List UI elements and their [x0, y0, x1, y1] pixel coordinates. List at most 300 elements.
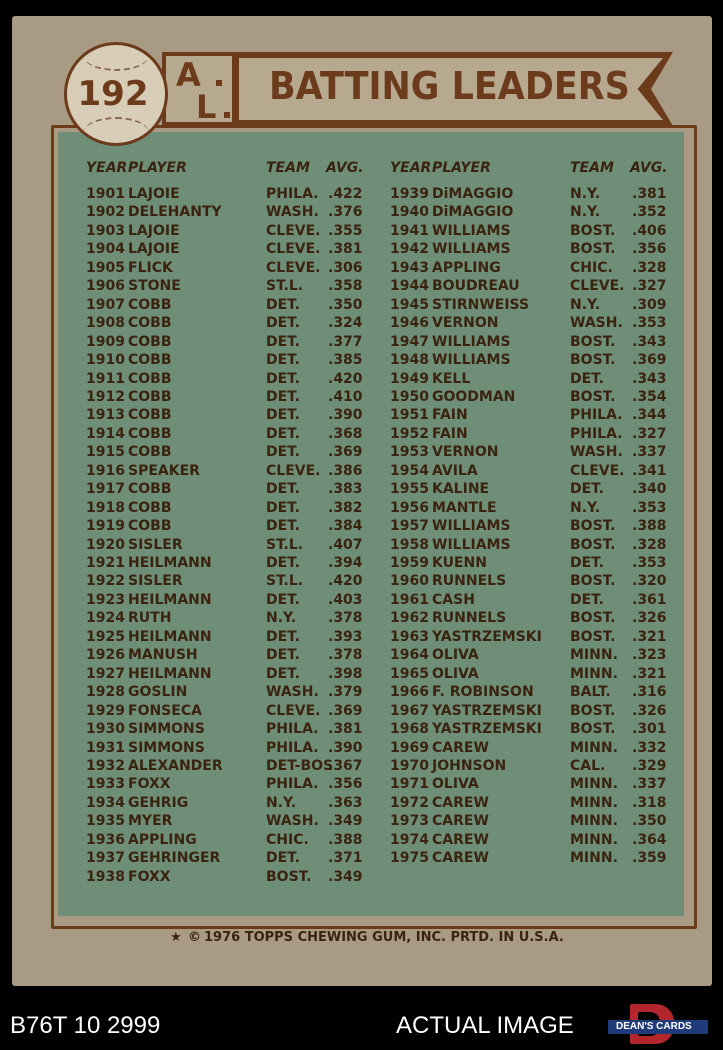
stat-team: PHILA. [570, 407, 623, 424]
stat-player: DiMAGGIO [432, 186, 514, 202]
stat-year: 1902 [86, 204, 125, 221]
stat-player: MYER [128, 813, 173, 830]
stat-avg: .354 [632, 388, 667, 405]
stat-team: CLEVE. [266, 222, 321, 239]
stat-year: 1956 [390, 499, 429, 516]
card-number: 192 [77, 74, 149, 114]
stat-player: SIMMONS [128, 739, 205, 756]
stat-year: 1963 [390, 628, 429, 645]
stat-year: 1961 [390, 591, 429, 608]
star-icon: ★ [170, 930, 182, 945]
header-player-left: PLAYER [128, 160, 187, 176]
stat-avg: .410 [328, 388, 363, 405]
stat-avg: .328 [632, 536, 667, 553]
stat-team: CLEVE. [266, 462, 321, 479]
stat-player: LAJOIE [128, 241, 180, 258]
stat-year: 1951 [390, 407, 429, 424]
stat-avg: .363 [328, 794, 363, 811]
stat-team: MINN. [570, 647, 618, 664]
stat-avg: .386 [328, 462, 363, 479]
stat-team: MINN. [570, 831, 618, 848]
inventory-code: B76T 10 2999 [10, 1012, 161, 1039]
stat-year: 1966 [390, 684, 429, 701]
stat-year: 1904 [86, 241, 125, 258]
stat-year: 1959 [390, 555, 429, 571]
stat-player: HEILMANN [128, 628, 212, 645]
stat-year: 1968 [390, 721, 429, 738]
stat-team: DET. [266, 370, 300, 387]
stat-team: BOST. [570, 610, 616, 627]
stat-year: 1905 [86, 259, 125, 276]
stat-player: KALINE [432, 481, 490, 498]
stat-avg: .368 [328, 425, 363, 442]
stat-avg: .369 [632, 352, 667, 369]
stat-team: CHIC. [570, 259, 613, 276]
stat-avg: .381 [328, 721, 363, 738]
title-banner [233, 52, 707, 126]
stat-player: VERNON [432, 444, 499, 461]
stat-avg: .337 [632, 776, 667, 793]
stat-avg: .398 [328, 665, 363, 682]
stat-year: 1903 [86, 222, 125, 239]
stat-avg: .306 [328, 259, 363, 276]
stat-year: 1909 [86, 333, 125, 350]
stat-avg: .324 [328, 315, 363, 332]
stat-avg: .364 [632, 831, 667, 848]
stat-year: 1953 [390, 444, 429, 461]
stat-year: 1950 [390, 388, 429, 405]
stat-avg: .394 [328, 555, 363, 571]
stat-player: SISLER [128, 536, 183, 553]
stat-avg: .320 [632, 573, 667, 590]
stat-team: BOST. [570, 241, 616, 258]
header-avg-right: AVG. [630, 160, 668, 176]
stat-player: CAREW [432, 739, 489, 756]
league-dot [216, 80, 222, 86]
stat-team: WASH. [570, 315, 623, 332]
stat-team: BOST. [570, 222, 616, 239]
stat-player: CASH [432, 591, 475, 608]
stat-player: CAREW [432, 794, 489, 811]
stat-player: WILLIAMS [432, 352, 511, 369]
stat-team: CLEVE. [266, 259, 321, 276]
card-title: BATTING LEADERS [269, 64, 630, 108]
stat-player: ALEXANDER [128, 757, 223, 774]
stat-year: 1960 [390, 573, 429, 590]
stat-player: OLIVA [432, 665, 479, 682]
stat-year: 1937 [86, 850, 125, 867]
stat-team: BOST. [570, 536, 616, 553]
stat-player: OLIVA [432, 776, 479, 793]
stat-avg: .318 [632, 794, 667, 811]
stat-team: CAL. [570, 757, 606, 774]
stat-player: JOHNSON [432, 757, 507, 774]
stat-player: DiMAGGIO [432, 204, 514, 221]
stat-avg: .422 [328, 186, 363, 202]
stat-player: GEHRIG [128, 794, 189, 811]
stat-player: COBB [128, 518, 172, 535]
stat-avg: .388 [328, 831, 363, 848]
stat-player: HEILMANN [128, 591, 212, 608]
stat-team: MINN. [570, 850, 618, 867]
stat-player: HEILMANN [128, 555, 212, 571]
stat-year: 1971 [390, 776, 429, 793]
stat-team: DET. [266, 555, 300, 571]
stat-team: BOST. [570, 388, 616, 405]
stat-avg: .390 [328, 407, 363, 424]
stat-player: LAJOIE [128, 222, 180, 239]
stat-player: MANTLE [432, 499, 497, 516]
stat-player: BOUDREAU [432, 278, 520, 295]
header-avg-left: AVG. [326, 160, 364, 176]
stat-avg: .420 [328, 370, 363, 387]
stat-avg: .369 [328, 702, 363, 719]
stat-team: DET. [266, 333, 300, 350]
stat-team: DET. [266, 388, 300, 405]
stat-avg: .353 [632, 499, 667, 516]
stat-avg: .353 [632, 555, 667, 571]
stat-avg: .359 [632, 850, 667, 867]
stat-year: 1914 [86, 425, 125, 442]
stat-avg: .321 [632, 665, 667, 682]
stat-year: 1957 [390, 518, 429, 535]
stat-avg: .337 [632, 444, 667, 461]
stat-year: 1967 [390, 702, 429, 719]
stat-avg: .390 [328, 739, 363, 756]
stat-year: 1948 [390, 352, 429, 369]
stat-team: DET. [266, 628, 300, 645]
stat-player: YASTRZEMSKI [432, 721, 542, 738]
stat-player: COBB [128, 352, 172, 369]
stat-year: 1975 [390, 850, 429, 867]
stat-avg: .328 [632, 259, 667, 276]
stat-team: DET. [266, 499, 300, 516]
stat-team: DET. [266, 518, 300, 535]
stat-year: 1946 [390, 315, 429, 332]
stat-team: DET. [266, 647, 300, 664]
stat-avg: .406 [632, 222, 667, 239]
stat-avg: .378 [328, 647, 363, 664]
header-year-left: YEAR [86, 160, 128, 176]
stat-year: 1923 [86, 591, 125, 608]
stat-player: FOXX [128, 776, 171, 793]
stat-player: SIMMONS [128, 721, 205, 738]
stat-player: COBB [128, 407, 172, 424]
stat-avg: .326 [632, 702, 667, 719]
stat-team: WASH. [266, 204, 319, 221]
stat-avg: .384 [328, 518, 363, 535]
league-letter-a: A [176, 56, 201, 94]
stat-team: BOST. [570, 518, 616, 535]
stat-year: 1932 [86, 757, 125, 774]
stat-player: COBB [128, 481, 172, 498]
stat-team: DET. [266, 850, 300, 867]
stat-player: YASTRZEMSKI [432, 628, 542, 645]
stat-avg: .361 [632, 591, 667, 608]
stat-avg: .355 [328, 222, 363, 239]
stat-player: HEILMANN [128, 665, 212, 682]
stat-year: 1954 [390, 462, 429, 479]
stat-team: BOST. [570, 721, 616, 738]
stat-avg: .340 [632, 481, 667, 498]
stat-team: CLEVE. [570, 278, 625, 295]
stat-player: WILLIAMS [432, 518, 511, 535]
stat-team: BOST. [266, 868, 312, 885]
stat-year: 1938 [86, 868, 125, 885]
stat-player: RUNNELS [432, 610, 507, 627]
stat-team: MINN. [570, 739, 618, 756]
stat-player: WILLIAMS [432, 333, 511, 350]
stat-avg: .327 [632, 278, 667, 295]
stat-player: COBB [128, 388, 172, 405]
stat-player: SISLER [128, 573, 183, 590]
stat-year: 1908 [86, 315, 125, 332]
stat-avg: .356 [328, 776, 363, 793]
stat-team: DET. [570, 555, 604, 571]
stat-year: 1919 [86, 518, 125, 535]
header-team-right: TEAM [570, 160, 614, 176]
stat-year: 1929 [86, 702, 125, 719]
stat-player: COBB [128, 370, 172, 387]
stat-avg: .349 [328, 813, 363, 830]
stat-avg: .327 [632, 425, 667, 442]
stat-player: FOXX [128, 868, 171, 885]
stat-player: FAIN [432, 425, 468, 442]
stat-year: 1969 [390, 739, 429, 756]
stat-avg: .393 [328, 628, 363, 645]
stat-player: COBB [128, 444, 172, 461]
stat-team: ST.L. [266, 536, 304, 553]
stat-year: 1958 [390, 536, 429, 553]
stat-year: 1974 [390, 831, 429, 848]
stat-player: COBB [128, 296, 172, 313]
stat-year: 1933 [86, 776, 125, 793]
stat-year: 1910 [86, 352, 125, 369]
stat-avg: .358 [328, 278, 363, 295]
stat-avg: .321 [632, 628, 667, 645]
stat-player: MANUSH [128, 647, 198, 664]
stat-team: ST.L. [266, 573, 304, 590]
stat-avg: .329 [632, 757, 667, 774]
stat-avg: .356 [632, 241, 667, 258]
stat-year: 1942 [390, 241, 429, 258]
stat-year: 1940 [390, 204, 429, 221]
stat-avg: .316 [632, 684, 667, 701]
copyright-icon: © [188, 930, 201, 945]
stat-avg: .323 [632, 647, 667, 664]
stat-year: 1945 [390, 296, 429, 313]
deans-cards-logo [608, 1004, 708, 1044]
stat-avg: .383 [328, 481, 363, 498]
stat-avg: .367 [328, 757, 363, 774]
stat-player: COBB [128, 499, 172, 516]
stat-team: MINN. [570, 813, 618, 830]
stat-team: PHILA. [266, 186, 319, 202]
stat-year: 1952 [390, 425, 429, 442]
stat-avg: .381 [328, 241, 363, 258]
stat-team: N.Y. [570, 186, 601, 202]
stat-team: MINN. [570, 665, 618, 682]
stat-team: N.Y. [266, 794, 297, 811]
stat-avg: .326 [632, 610, 667, 627]
stat-year: 1922 [86, 573, 125, 590]
stat-team: PHILA. [266, 776, 319, 793]
stat-year: 1920 [86, 536, 125, 553]
stat-player: WILLIAMS [432, 241, 511, 258]
stat-year: 1949 [390, 370, 429, 387]
stat-team: DET. [570, 481, 604, 498]
stat-player: CAREW [432, 813, 489, 830]
stat-team: PHILA. [266, 739, 319, 756]
stat-year: 1925 [86, 628, 125, 645]
copyright-text: 1976 TOPPS CHEWING GUM, INC. PRTD. IN U.S.A. [204, 930, 564, 945]
stat-player: APPLING [432, 259, 501, 276]
stat-team: DET. [570, 591, 604, 608]
stat-avg: .309 [632, 296, 667, 313]
stat-year: 1906 [86, 278, 125, 295]
stat-year: 1928 [86, 684, 125, 701]
stat-avg: .343 [632, 370, 667, 387]
stat-year: 1926 [86, 647, 125, 664]
stat-player: STIRNWEISS [432, 296, 530, 313]
stat-team: N.Y. [570, 499, 601, 516]
stat-player: CAREW [432, 831, 489, 848]
stat-player: LAJOIE [128, 186, 180, 202]
stat-avg: .332 [632, 739, 667, 756]
header-team-left: TEAM [266, 160, 310, 176]
stat-player: GEHRINGER [128, 850, 221, 867]
stat-team: N.Y. [570, 204, 601, 221]
stat-player: STONE [128, 278, 181, 295]
stat-player: COBB [128, 333, 172, 350]
stat-year: 1912 [86, 388, 125, 405]
actual-image-label: ACTUAL IMAGE [396, 1012, 574, 1039]
stat-team: BALT. [570, 684, 611, 701]
stat-team: PHILA. [570, 425, 623, 442]
stat-player: RUTH [128, 610, 172, 627]
stat-year: 1917 [86, 481, 125, 498]
stat-team: BOST. [570, 333, 616, 350]
stat-year: 1962 [390, 610, 429, 627]
stat-team: BOST. [570, 702, 616, 719]
stat-year: 1930 [86, 721, 125, 738]
stat-player: WILLIAMS [432, 536, 511, 553]
stat-avg: .378 [328, 610, 363, 627]
stat-avg: .349 [328, 868, 363, 885]
stat-player: APPLING [128, 831, 197, 848]
stat-team: CHIC. [266, 831, 309, 848]
stat-year: 1921 [86, 555, 125, 571]
stat-year: 1970 [390, 757, 429, 774]
stat-team: DET. [266, 296, 300, 313]
stat-year: 1911 [86, 370, 125, 387]
stat-avg: .352 [632, 204, 667, 221]
stat-year: 1973 [390, 813, 429, 830]
stat-team: DET. [266, 481, 300, 498]
stat-avg: .369 [328, 444, 363, 461]
stat-avg: .343 [632, 333, 667, 350]
stat-year: 1935 [86, 813, 125, 830]
stat-team: DET. [266, 591, 300, 608]
stat-player: SPEAKER [128, 462, 200, 479]
stat-team: CLEVE. [570, 462, 625, 479]
stat-player: COBB [128, 315, 172, 332]
stat-team: PHILA. [266, 721, 319, 738]
header-year-right: YEAR [390, 160, 432, 176]
stat-avg: .385 [328, 352, 363, 369]
stat-avg: .353 [632, 315, 667, 332]
stat-player: RUNNELS [432, 573, 507, 590]
stat-player: COBB [128, 425, 172, 442]
stat-team: N.Y. [570, 296, 601, 313]
stat-year: 1901 [86, 186, 125, 202]
stat-avg: .379 [328, 684, 363, 701]
stat-team: BOST. [570, 352, 616, 369]
stat-year: 1944 [390, 278, 429, 295]
logo-text: DEAN'S CARDS [616, 1021, 692, 1032]
stat-player: WILLIAMS [432, 222, 511, 239]
stat-team: DET. [266, 407, 300, 424]
stat-avg: .341 [632, 462, 667, 479]
stat-team: N.Y. [266, 610, 297, 627]
stat-player: GOSLIN [128, 684, 188, 701]
stat-player: KUENN [432, 555, 487, 571]
stat-player: FAIN [432, 407, 468, 424]
stat-team: WASH. [266, 813, 319, 830]
stat-team: CLEVE. [266, 241, 321, 258]
stat-team: CLEVE. [266, 702, 321, 719]
stat-avg: .344 [632, 407, 667, 424]
stat-year: 1927 [86, 665, 125, 682]
stat-team: WASH. [570, 444, 623, 461]
stat-avg: .301 [632, 721, 667, 738]
stat-player: CAREW [432, 850, 489, 867]
stat-year: 1916 [86, 462, 125, 479]
stat-avg: .388 [632, 518, 667, 535]
header-player-right: PLAYER [432, 160, 491, 176]
stat-avg: .371 [328, 850, 363, 867]
stat-player: DELEHANTY [128, 204, 222, 221]
stat-year: 1913 [86, 407, 125, 424]
stat-team: MINN. [570, 776, 618, 793]
stat-player: YASTRZEMSKI [432, 702, 542, 719]
stat-team: DET. [266, 315, 300, 332]
league-dot [224, 112, 230, 118]
stat-year: 1915 [86, 444, 125, 461]
stat-team: DET. [266, 352, 300, 369]
stat-player: FONSECA [128, 702, 202, 719]
stat-year: 1943 [390, 259, 429, 276]
stat-year: 1924 [86, 610, 125, 627]
stat-year: 1934 [86, 794, 125, 811]
stat-player: FLICK [128, 259, 173, 276]
stat-avg: .377 [328, 333, 363, 350]
stat-year: 1907 [86, 296, 125, 313]
stat-player: OLIVA [432, 647, 479, 664]
stat-avg: .420 [328, 573, 363, 590]
stat-team: DET. [570, 370, 604, 387]
stat-year: 1941 [390, 222, 429, 239]
stat-year: 1947 [390, 333, 429, 350]
stat-year: 1918 [86, 499, 125, 516]
stat-team: DET-BOS [266, 757, 334, 774]
stat-player: VERNON [432, 315, 499, 332]
stat-avg: .350 [632, 813, 667, 830]
stat-year: 1939 [390, 186, 429, 202]
stat-player: AVILA [432, 462, 478, 479]
stat-avg: .407 [328, 536, 363, 553]
stat-year: 1965 [390, 665, 429, 682]
